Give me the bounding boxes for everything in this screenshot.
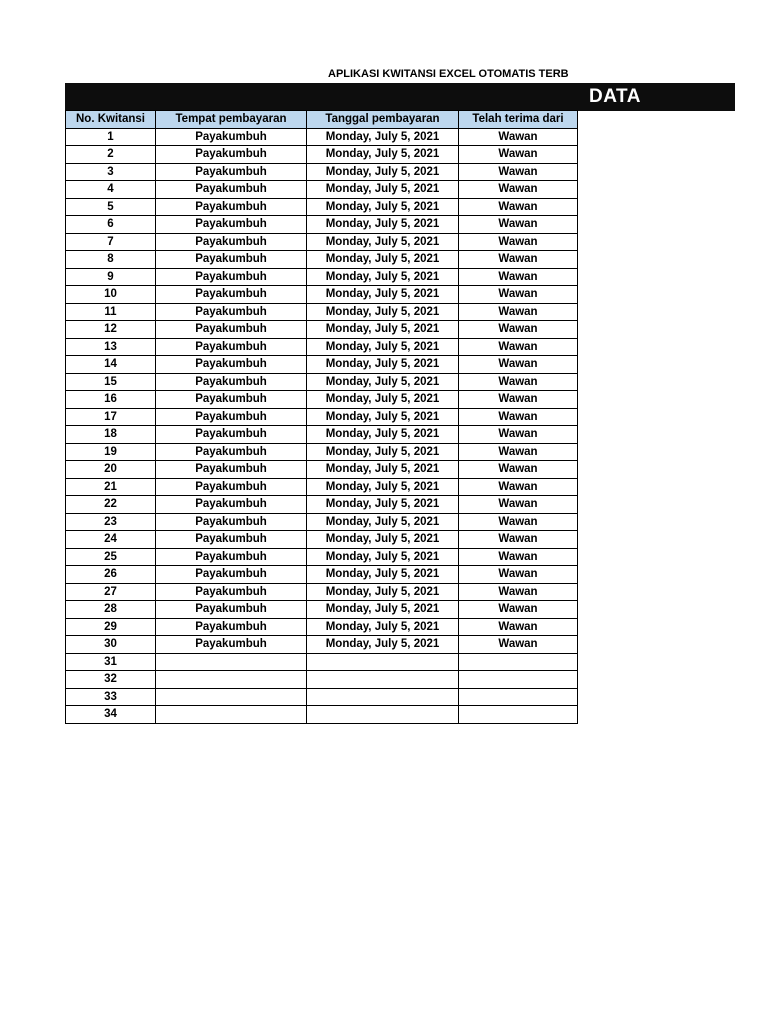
cell-no-kwitansi[interactable]: 21 xyxy=(66,478,156,496)
cell-no-kwitansi[interactable]: 30 xyxy=(66,636,156,654)
cell-no-kwitansi[interactable]: 22 xyxy=(66,496,156,514)
cell-telah-terima-dari[interactable]: Wawan xyxy=(459,286,578,304)
cell-tempat-pembayaran[interactable]: Payakumbuh xyxy=(156,216,307,234)
cell-tanggal-pembayaran[interactable]: Monday, July 5, 2021 xyxy=(307,198,459,216)
cell-telah-terima-dari[interactable]: Wawan xyxy=(459,548,578,566)
cell-tanggal-pembayaran[interactable]: Monday, July 5, 2021 xyxy=(307,251,459,269)
table-row xyxy=(66,671,578,689)
cell-tempat-pembayaran[interactable]: Payakumbuh xyxy=(156,198,307,216)
cell-tempat-pembayaran[interactable]: Payakumbuh xyxy=(156,461,307,479)
cell-tanggal-pembayaran[interactable]: Monday, July 5, 2021 xyxy=(307,461,459,479)
table-row xyxy=(66,408,578,426)
cell-no-kwitansi[interactable]: 18 xyxy=(66,426,156,444)
cell-tempat-pembayaran[interactable]: Payakumbuh xyxy=(156,408,307,426)
cell-no-kwitansi[interactable]: 1 xyxy=(66,128,156,146)
cell-tanggal-pembayaran[interactable]: Monday, July 5, 2021 xyxy=(307,618,459,636)
column-header-tanggal-pembayaran[interactable]: Tanggal pembayaran xyxy=(307,111,459,129)
cell-tempat-pembayaran[interactable]: Payakumbuh xyxy=(156,531,307,549)
cell-telah-terima-dari[interactable]: Wawan xyxy=(459,531,578,549)
table-row xyxy=(66,636,578,654)
table-row xyxy=(66,548,578,566)
cell-tanggal-pembayaran[interactable] xyxy=(307,653,459,671)
cell-tempat-pembayaran[interactable]: Payakumbuh xyxy=(156,268,307,286)
table-row xyxy=(66,443,578,461)
cell-no-kwitansi[interactable]: 17 xyxy=(66,408,156,426)
cell-tempat-pembayaran[interactable]: Payakumbuh xyxy=(156,636,307,654)
table-row xyxy=(66,513,578,531)
table-row xyxy=(66,286,578,304)
cell-no-kwitansi[interactable]: 13 xyxy=(66,338,156,356)
cell-no-kwitansi[interactable]: 29 xyxy=(66,618,156,636)
cell-tanggal-pembayaran[interactable]: Monday, July 5, 2021 xyxy=(307,338,459,356)
cell-no-kwitansi[interactable]: 4 xyxy=(66,181,156,199)
cell-tanggal-pembayaran[interactable]: Monday, July 5, 2021 xyxy=(307,583,459,601)
cell-tanggal-pembayaran[interactable]: Monday, July 5, 2021 xyxy=(307,408,459,426)
table-row xyxy=(66,461,578,479)
cell-telah-terima-dari[interactable]: Wawan xyxy=(459,251,578,269)
cell-no-kwitansi[interactable]: 11 xyxy=(66,303,156,321)
cell-no-kwitansi[interactable]: 14 xyxy=(66,356,156,374)
cell-tanggal-pembayaran[interactable]: Monday, July 5, 2021 xyxy=(307,601,459,619)
cell-no-kwitansi[interactable]: 34 xyxy=(66,706,156,724)
table-row xyxy=(66,653,578,671)
cell-telah-terima-dari[interactable]: Wawan xyxy=(459,391,578,409)
cell-telah-terima-dari[interactable]: Wawan xyxy=(459,461,578,479)
cell-no-kwitansi[interactable]: 31 xyxy=(66,653,156,671)
cell-tanggal-pembayaran[interactable]: Monday, July 5, 2021 xyxy=(307,531,459,549)
cell-telah-terima-dari[interactable]: Wawan xyxy=(459,601,578,619)
cell-telah-terima-dari[interactable]: Wawan xyxy=(459,478,578,496)
cell-no-kwitansi[interactable]: 8 xyxy=(66,251,156,269)
cell-telah-terima-dari[interactable]: Wawan xyxy=(459,513,578,531)
cell-no-kwitansi[interactable]: 28 xyxy=(66,601,156,619)
table-row xyxy=(66,688,578,706)
cell-no-kwitansi[interactable]: 26 xyxy=(66,566,156,584)
table-row xyxy=(66,303,578,321)
cell-telah-terima-dari[interactable]: Wawan xyxy=(459,198,578,216)
table-row xyxy=(66,163,578,181)
cell-telah-terima-dari[interactable]: Wawan xyxy=(459,583,578,601)
cell-tempat-pembayaran[interactable]: Payakumbuh xyxy=(156,356,307,374)
cell-tempat-pembayaran[interactable]: Payakumbuh xyxy=(156,303,307,321)
data-banner xyxy=(65,83,735,111)
cell-no-kwitansi[interactable]: 7 xyxy=(66,233,156,251)
table-row xyxy=(66,181,578,199)
cell-tempat-pembayaran[interactable]: Payakumbuh xyxy=(156,513,307,531)
cell-tempat-pembayaran[interactable]: Payakumbuh xyxy=(156,146,307,164)
cell-tanggal-pembayaran[interactable]: Monday, July 5, 2021 xyxy=(307,426,459,444)
cell-tanggal-pembayaran[interactable] xyxy=(307,671,459,689)
table-row xyxy=(66,268,578,286)
cell-tempat-pembayaran[interactable]: Payakumbuh xyxy=(156,373,307,391)
cell-tanggal-pembayaran[interactable]: Monday, July 5, 2021 xyxy=(307,478,459,496)
cell-tempat-pembayaran[interactable]: Payakumbuh xyxy=(156,443,307,461)
table-row xyxy=(66,618,578,636)
cell-telah-terima-dari[interactable]: Wawan xyxy=(459,373,578,391)
table-row xyxy=(66,233,578,251)
table-row xyxy=(66,706,578,724)
table-row xyxy=(66,216,578,234)
table-row xyxy=(66,198,578,216)
cell-telah-terima-dari[interactable]: Wawan xyxy=(459,216,578,234)
cell-tempat-pembayaran[interactable] xyxy=(156,706,307,724)
cell-tanggal-pembayaran[interactable]: Monday, July 5, 2021 xyxy=(307,566,459,584)
table-row xyxy=(66,601,578,619)
cell-no-kwitansi[interactable]: 10 xyxy=(66,286,156,304)
cell-tanggal-pembayaran[interactable]: Monday, July 5, 2021 xyxy=(307,146,459,164)
cell-telah-terima-dari[interactable]: Wawan xyxy=(459,636,578,654)
cell-telah-terima-dari[interactable]: Wawan xyxy=(459,408,578,426)
cell-tempat-pembayaran[interactable]: Payakumbuh xyxy=(156,251,307,269)
cell-tempat-pembayaran[interactable]: Payakumbuh xyxy=(156,321,307,339)
table-row xyxy=(66,321,578,339)
cell-tanggal-pembayaran[interactable]: Monday, July 5, 2021 xyxy=(307,496,459,514)
table-row xyxy=(66,478,578,496)
table-row xyxy=(66,391,578,409)
cell-no-kwitansi[interactable]: 33 xyxy=(66,688,156,706)
column-header-telah-terima-dari[interactable]: Telah terima dari xyxy=(459,111,578,129)
cell-telah-terima-dari[interactable]: Wawan xyxy=(459,233,578,251)
cell-no-kwitansi[interactable]: 15 xyxy=(66,373,156,391)
cell-tempat-pembayaran[interactable] xyxy=(156,653,307,671)
cell-tempat-pembayaran[interactable]: Payakumbuh xyxy=(156,566,307,584)
cell-tempat-pembayaran[interactable]: Payakumbuh xyxy=(156,233,307,251)
table-row xyxy=(66,583,578,601)
table-row xyxy=(66,426,578,444)
cell-tempat-pembayaran[interactable]: Payakumbuh xyxy=(156,478,307,496)
table-row xyxy=(66,356,578,374)
cell-no-kwitansi[interactable]: 9 xyxy=(66,268,156,286)
cell-telah-terima-dari[interactable] xyxy=(459,653,578,671)
cell-tanggal-pembayaran[interactable]: Monday, July 5, 2021 xyxy=(307,233,459,251)
cell-tempat-pembayaran[interactable]: Payakumbuh xyxy=(156,391,307,409)
cell-no-kwitansi[interactable]: 5 xyxy=(66,198,156,216)
table-row xyxy=(66,146,578,164)
cell-tempat-pembayaran[interactable]: Payakumbuh xyxy=(156,426,307,444)
cell-telah-terima-dari[interactable]: Wawan xyxy=(459,303,578,321)
cell-telah-terima-dari[interactable]: Wawan xyxy=(459,163,578,181)
cell-telah-terima-dari[interactable]: Wawan xyxy=(459,146,578,164)
cell-no-kwitansi[interactable]: 2 xyxy=(66,146,156,164)
cell-no-kwitansi[interactable]: 20 xyxy=(66,461,156,479)
cell-tanggal-pembayaran[interactable]: Monday, July 5, 2021 xyxy=(307,513,459,531)
cell-telah-terima-dari[interactable]: Wawan xyxy=(459,356,578,374)
cell-tanggal-pembayaran[interactable]: Monday, July 5, 2021 xyxy=(307,181,459,199)
cell-telah-terima-dari[interactable]: Wawan xyxy=(459,338,578,356)
cell-no-kwitansi[interactable]: 3 xyxy=(66,163,156,181)
cell-telah-terima-dari[interactable]: Wawan xyxy=(459,181,578,199)
table-header-row xyxy=(66,111,578,129)
cell-tempat-pembayaran[interactable]: Payakumbuh xyxy=(156,163,307,181)
cell-no-kwitansi[interactable]: 27 xyxy=(66,583,156,601)
table-row xyxy=(66,338,578,356)
table-row xyxy=(66,373,578,391)
cell-no-kwitansi[interactable]: 6 xyxy=(66,216,156,234)
cell-telah-terima-dari[interactable]: Wawan xyxy=(459,496,578,514)
cell-telah-terima-dari[interactable]: Wawan xyxy=(459,128,578,146)
cell-tanggal-pembayaran[interactable]: Monday, July 5, 2021 xyxy=(307,216,459,234)
cell-telah-terima-dari[interactable] xyxy=(459,671,578,689)
table-row xyxy=(66,566,578,584)
cell-tanggal-pembayaran[interactable]: Monday, July 5, 2021 xyxy=(307,636,459,654)
cell-tempat-pembayaran[interactable]: Payakumbuh xyxy=(156,496,307,514)
cell-tanggal-pembayaran[interactable] xyxy=(307,688,459,706)
cell-tempat-pembayaran[interactable]: Payakumbuh xyxy=(156,601,307,619)
cell-tanggal-pembayaran[interactable]: Monday, July 5, 2021 xyxy=(307,373,459,391)
cell-tanggal-pembayaran[interactable]: Monday, July 5, 2021 xyxy=(307,391,459,409)
cell-no-kwitansi[interactable]: 25 xyxy=(66,548,156,566)
cell-telah-terima-dari[interactable]: Wawan xyxy=(459,321,578,339)
cell-tempat-pembayaran[interactable]: Payakumbuh xyxy=(156,583,307,601)
cell-tanggal-pembayaran[interactable]: Monday, July 5, 2021 xyxy=(307,268,459,286)
table-row xyxy=(66,251,578,269)
column-header-tempat-pembayaran[interactable]: Tempat pembayaran xyxy=(156,111,307,129)
cell-tempat-pembayaran[interactable]: Payakumbuh xyxy=(156,181,307,199)
cell-tanggal-pembayaran[interactable]: Monday, July 5, 2021 xyxy=(307,163,459,181)
cell-telah-terima-dari[interactable]: Wawan xyxy=(459,618,578,636)
cell-telah-terima-dari[interactable]: Wawan xyxy=(459,268,578,286)
cell-tempat-pembayaran[interactable]: Payakumbuh xyxy=(156,338,307,356)
cell-telah-terima-dari[interactable]: Wawan xyxy=(459,566,578,584)
cell-tanggal-pembayaran[interactable]: Monday, July 5, 2021 xyxy=(307,303,459,321)
cell-no-kwitansi[interactable]: 32 xyxy=(66,671,156,689)
cell-tanggal-pembayaran[interactable]: Monday, July 5, 2021 xyxy=(307,286,459,304)
cell-telah-terima-dari[interactable] xyxy=(459,706,578,724)
cell-telah-terima-dari[interactable]: Wawan xyxy=(459,443,578,461)
cell-no-kwitansi[interactable]: 12 xyxy=(66,321,156,339)
cell-tanggal-pembayaran[interactable]: Monday, July 5, 2021 xyxy=(307,356,459,374)
cell-tanggal-pembayaran[interactable]: Monday, July 5, 2021 xyxy=(307,128,459,146)
page-title: APLIKASI KWITANSI EXCEL OTOMATIS TERB xyxy=(328,68,569,80)
cell-no-kwitansi[interactable]: 16 xyxy=(66,391,156,409)
cell-tanggal-pembayaran[interactable]: Monday, July 5, 2021 xyxy=(307,443,459,461)
cell-tempat-pembayaran[interactable]: Payakumbuh xyxy=(156,286,307,304)
cell-tanggal-pembayaran[interactable]: Monday, July 5, 2021 xyxy=(307,548,459,566)
cell-tanggal-pembayaran[interactable] xyxy=(307,706,459,724)
cell-telah-terima-dari[interactable]: Wawan xyxy=(459,426,578,444)
cell-no-kwitansi[interactable]: 23 xyxy=(66,513,156,531)
kwitansi-table xyxy=(65,110,578,724)
cell-tempat-pembayaran[interactable]: Payakumbuh xyxy=(156,548,307,566)
cell-tanggal-pembayaran[interactable]: Monday, July 5, 2021 xyxy=(307,321,459,339)
cell-no-kwitansi[interactable]: 24 xyxy=(66,531,156,549)
column-header-no-kwitansi[interactable]: No. Kwitansi xyxy=(66,111,156,129)
data-banner-label: DATA xyxy=(589,86,641,107)
cell-tempat-pembayaran[interactable]: Payakumbuh xyxy=(156,618,307,636)
table-row xyxy=(66,531,578,549)
table-row xyxy=(66,128,578,146)
cell-telah-terima-dari[interactable] xyxy=(459,688,578,706)
cell-tempat-pembayaran[interactable] xyxy=(156,671,307,689)
cell-no-kwitansi[interactable]: 19 xyxy=(66,443,156,461)
cell-tempat-pembayaran[interactable] xyxy=(156,688,307,706)
cell-tempat-pembayaran[interactable]: Payakumbuh xyxy=(156,128,307,146)
table-row xyxy=(66,496,578,514)
